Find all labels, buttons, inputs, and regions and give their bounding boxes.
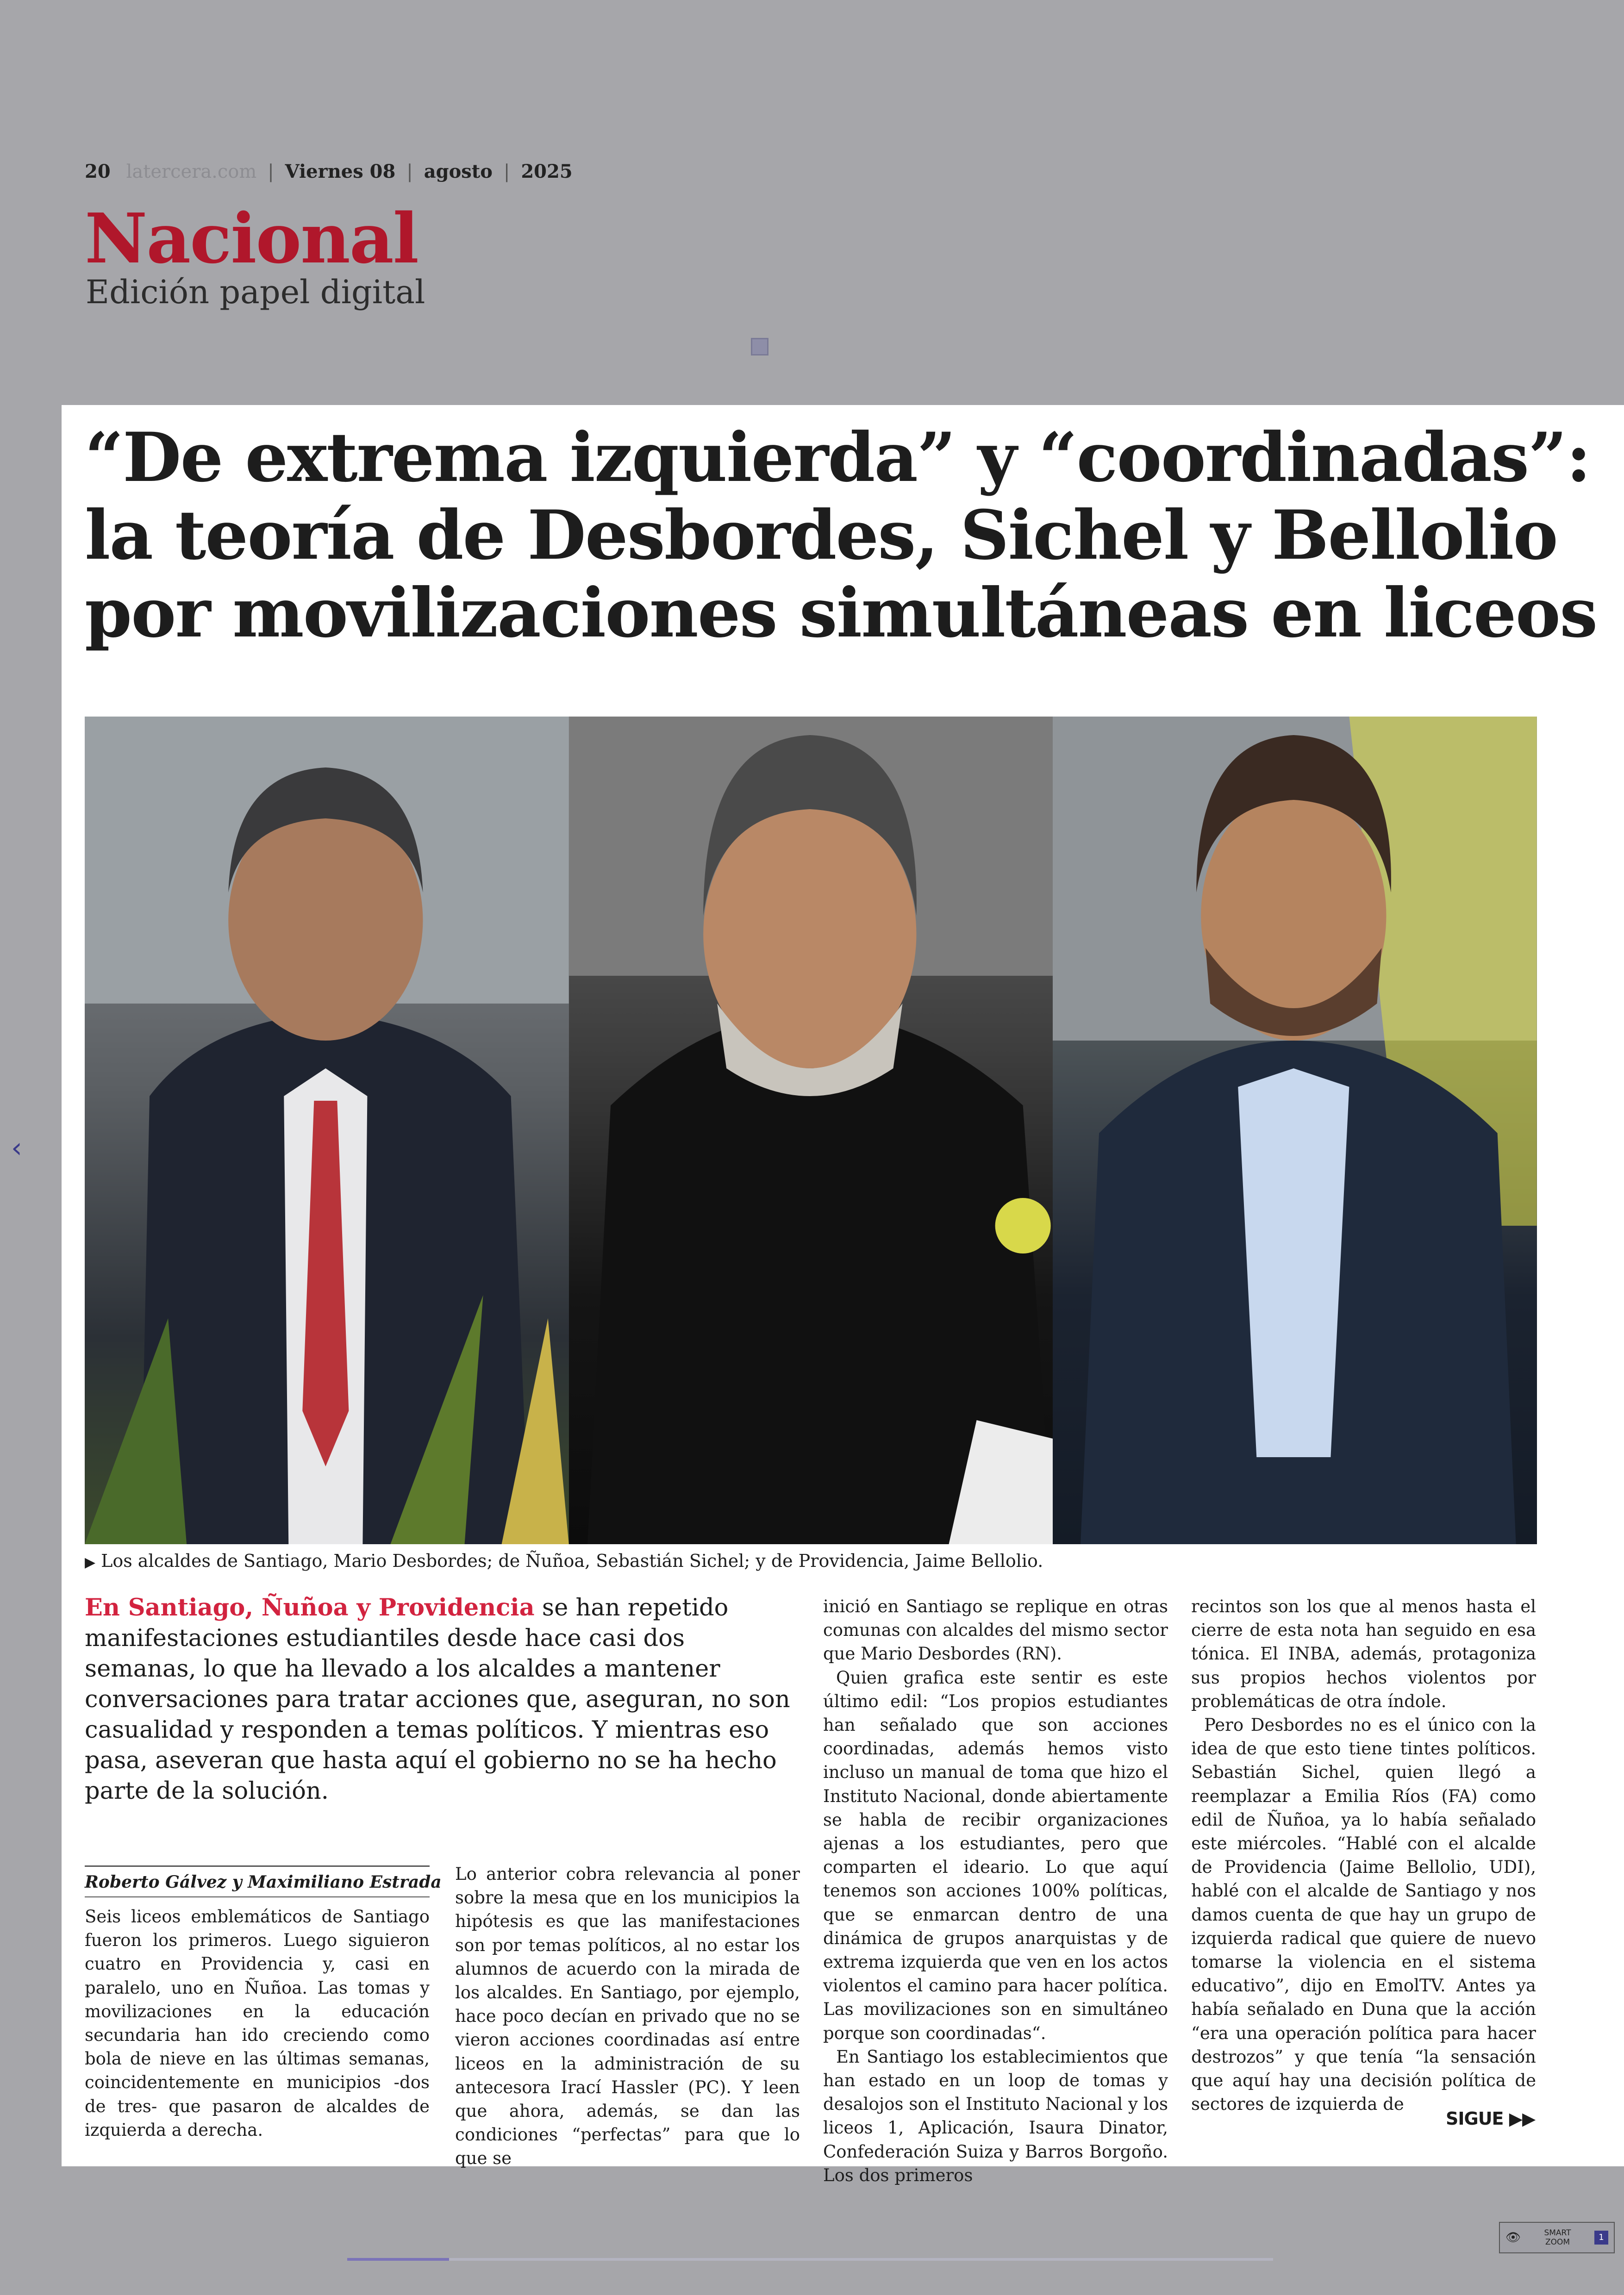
body-paragraph: recintos son los que al menos hasta el cierre de esta nota han seguido en esa tónica. El INBA, además, protagoniza sus propios hechos violentos por problemáticas de otra índole.	[1191, 1597, 1536, 1711]
newspaper-page[interactable]	[62, 405, 1624, 2185]
issue-month: agosto	[424, 161, 493, 182]
page-marker-icon[interactable]	[751, 338, 768, 355]
body-column-4	[1191, 1595, 1536, 2116]
byline-rule	[85, 1865, 430, 1867]
body-paragraph: Seis liceos emblemáticos de Santiago fueron los primeros. Luego siguieron cuatro en Providencia y, casi en paralelo, uno en Ñuñoa. Las tomas y movilizaciones en la educación secundaria han ido creciendo como bola de nieve en las últimas semanas, coincidentemente en municipios -dos de tres- que pasaron de alcaldes de izquierda a derecha.	[85, 1907, 430, 2140]
lede-kicker: En Santiago, Ñuñoa y Providencia	[85, 1594, 535, 1621]
caption-text: Los alcaldes de Santiago, Mario Desbordes; de Ñuñoa, Sebastián Sichel; y de Providencia, Jaime Bellolio.	[101, 1551, 1043, 1571]
continues-link[interactable]: SIGUE ▶▶	[1446, 2108, 1536, 2129]
headline-line: “De extrema izquierda” y “coordinadas”:	[85, 418, 1591, 497]
article-lede	[85, 1592, 798, 1807]
smart-zoom-button[interactable]	[1499, 2222, 1615, 2253]
reading-progress-fill	[347, 2258, 449, 2261]
article-headline	[85, 418, 1597, 653]
section-title: Nacional	[85, 198, 418, 279]
reading-progress-bar[interactable]	[347, 2258, 1273, 2261]
byline-rule	[85, 1896, 430, 1897]
headline-line: la teoría de Desbordes, Sichel y Bellolio	[85, 496, 1557, 575]
page-header-meta: 20 latercera.com | Viernes 08 | agosto | 2025	[85, 161, 573, 182]
body-paragraph: Lo anterior cobra relevancia al poner sobre la mesa que en los municipios la hipótesis es que las manifestaciones son por temas políticos, al no estar los alumnos de acuerdo con la mirada de los alcaldes. En Santiago, por ejemplo, hace poco decían en privado que no se vieron acciones coordinadas así entre liceos en la administración de su antecesora Irací Hassler (PC). Y leen que ahora, además, se dan las condiciones “perfectas” para que lo que se	[455, 1864, 800, 2169]
body-column-2	[455, 1862, 800, 2170]
photo-caption	[85, 1551, 1043, 1571]
body-paragraph: En Santiago los establecimientos que han estado en un loop de tomas y desalojos son el Instituto Nacional y los liceos 1, Aplicación, Isaura Dinator, Confederación Suiza y Barros Borgoño. Los dos primeros	[823, 2046, 1168, 2185]
zoom-badge: 1	[1594, 2231, 1608, 2245]
body-paragraph: Quien grafica este sentir es este último edil: “Los propios estudiantes han señalado que son acciones coordinadas, además hemos visto incluso un manual de toma que hizo el Instituto Nacional, donde abiertamente se habla de recibir organizaciones ajenas a los estudiantes, pero que comparten el ideario. Lo que aquí tenemos son acciones 100% políticas, que se enmarcan dentro de una dinámica de grupos anarquistas y de extrema izquierda que ven en los actos violentos el camino para hacer política. Las movilizaciones son en simultáneo porque son coordinadas“.	[823, 1667, 1168, 2043]
section-subtitle: Edición papel digital	[86, 273, 425, 311]
headline-line: por movilizaciones simultáneas en liceos	[85, 574, 1597, 653]
body-paragraph: Pero Desbordes no es el único con la idea de que esto tiene tintes políticos. Sebastián Sichel, quien llegó a reemplazar a Emilia Ríos (FA) como edil de Ñuñoa, ya lo había señalado este miércoles. “Hablé con el alcalde de Providencia (Jaime Bellolio, UDI), hablé con el alcalde de Santiago y nos damos cuenta de que hay un grupo de izquierda radical que quiere de nuevo tomarse la violencia en el sistema educativo”, dijo en EmolTV. Antes ya había señalado en Duna que la acción “era una operación política para hacer destrozos” y que tenía “la sensación que aquí hay una decisión política de sectores de izquierda de	[1191, 1715, 1536, 2114]
article-photo	[85, 717, 1537, 1544]
eye-icon: 👁	[1505, 2231, 1521, 2245]
lede-body: se han repetido manifestaciones estudiantiles desde hace casi dos semanas, lo que ha llevado a los alcaldes a mantener conversaciones para tratar acciones que, aseguran, no son casualidad y responden a temas políticos. Y mientras eso pasa, aseveran que hasta aquí el gobierno no se ha hecho parte de la solución.	[85, 1594, 790, 1805]
photo-mario-desbordes	[85, 717, 569, 1544]
previous-page-button[interactable]: ‹	[11, 1132, 22, 1164]
site-name: latercera.com	[126, 161, 257, 182]
smart-zoom-label: SMART ZOOM	[1544, 2228, 1571, 2247]
body-column-1	[85, 1905, 430, 2142]
body-paragraph: inició en Santiago se replique en otras comunas con alcaldes del mismo sector que Mario Desbordes (RN).	[823, 1597, 1168, 1664]
body-column-3	[823, 1595, 1168, 2187]
issue-day: Viernes 08	[285, 161, 396, 182]
caption-marker-icon: ▶	[85, 1554, 96, 1571]
issue-year: 2025	[521, 161, 573, 182]
photo-jaime-bellolio	[1053, 717, 1537, 1544]
article-byline: Roberto Gálvez y Maximiliano Estrada	[85, 1872, 442, 1892]
photo-sebastian-sichel	[569, 717, 1053, 1544]
page-number: 20	[85, 161, 111, 182]
